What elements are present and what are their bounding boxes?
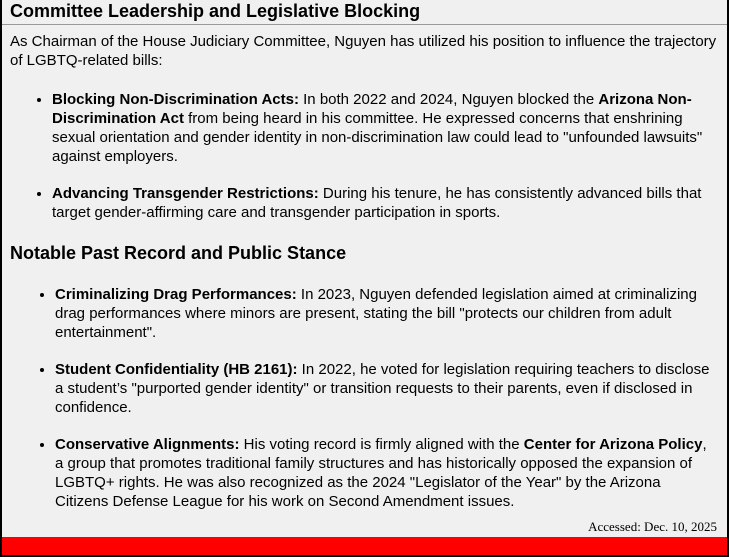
list-item-student-confidentiality: • Student Confidentiality (HB 2161): In 2022, he voted for legislation requiring teachers to disclose a student’s "purported gender identity" or transition requests to their parents, even if disclosed in confidence.: [55, 360, 715, 417]
section-heading-committee-leadership: Committee Leadership and Legislative Blocking: [2, 0, 727, 25]
list-item-criminalizing-drag-performances: • Criminalizing Drag Performances: In 2023, Nguyen defended legislation aimed at criminalizing drag performances where minors are present, stating the bill "protects our children from adult entertainment".: [55, 285, 715, 342]
section-heading-notable-past-record: Notable Past Record and Public Stance: [10, 243, 347, 263]
legislative-blocking-list: [2, 90, 727, 222]
list-item-advancing-transgender-restrictions: • Advancing Transgender Restrictions: During his tenure, he has consistently advanced bills that target gender-affirming care and transgender participation in sports.: [52, 184, 715, 222]
list-item-conservative-alignments: • Conservative Alignments: His voting record is firmly aligned with the Center for Arizona Policy, a group that promotes traditional family structures and has historically opposed the expansion of LGBTQ+ rights. He was also recognized as the 2024 "Legislator of the Year" by the Arizona Citizens Defense League for his work on Second Amendment issues.: [55, 435, 715, 511]
accessed-date-label: Accessed: Dec. 10, 2025: [588, 519, 717, 534]
section-intro-paragraph: As Chairman of the House Judiciary Committee, Nguyen has utilized his position to influence the trajectory of LGBTQ-related bills:: [10, 33, 717, 69]
bottom-red-banner: [2, 537, 727, 555]
past-record-list: [2, 285, 727, 511]
list-item-blocking-non-discrimination: • Blocking Non-Discrimination Acts: In both 2022 and 2024, Nguyen blocked the Arizona Non-Discrimination Act from being heard in his committee. He expressed concerns that enshrining sexual orientation and gender identity in non-discrimination law could lead to "unfounded lawsuits" against employers.: [52, 90, 715, 166]
